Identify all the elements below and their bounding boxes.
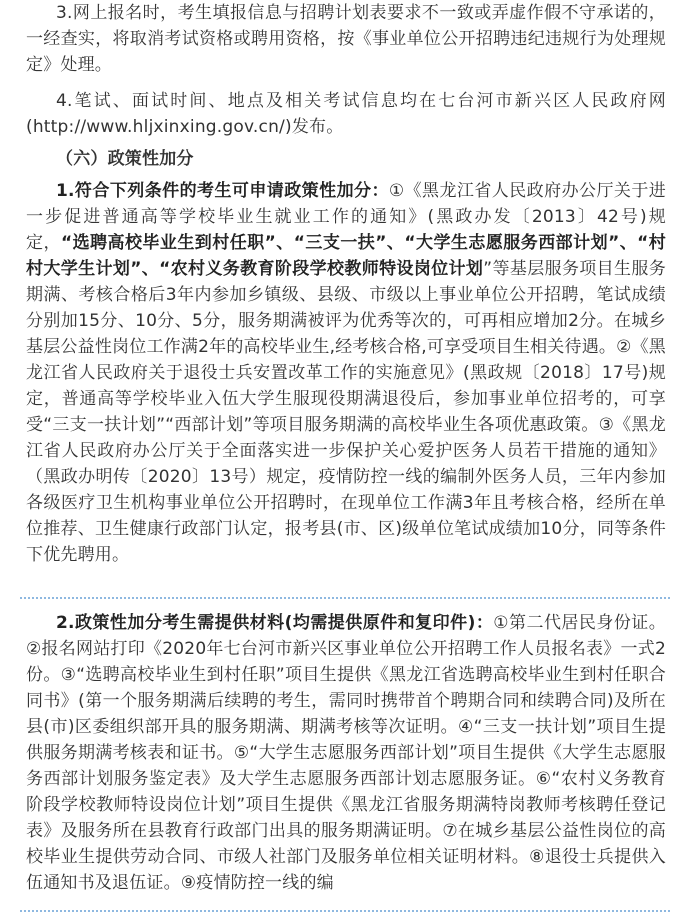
dotted-divider <box>20 597 670 599</box>
paragraph-text: ①《黑龙江省人民政府办公厅关于进一步促进普通高等学校毕业生就业工作的通知》(黑政办发〔2013〕42号)规定， <box>26 181 666 253</box>
dotted-divider <box>20 910 670 912</box>
paragraph-text: ①第二代居民身份证。②报名网站打印《2020年七台河市新兴区事业单位公开招聘工作人员报名表》一式2份。③“选聘高校毕业生到村任职”项目生提供《黑龙江省选聘高校毕业生到村任职合同书》(第一个服务期满后续聘的考生，需同时携带首个聘期合同和续聘合同)及所在县(市)区委组织部开具的服务期满、期满考核等次证明。④“三支一扶计划”项目生提供服务期满考核表和证书。⑤“大学生志愿服务西部计划”项目生提供《大学生志愿服务西部计划服务鉴定表》及大学生志愿服务西部计划志愿服务证。⑥“农村义务教育阶段学校教师特设岗位计划”项目生提供《黑龙江省服务期满特岗教师考核聘任登记表》及服务所在县教育行政部门出具的服务期满证明。⑦在城乡基层公益性岗位的高校毕业生提供劳动合同、市级人社部门及服务单位相关证明材料。⑧退役士兵提供入伍通知书及退伍证。⑨疫情防控一线的编 <box>26 613 666 893</box>
paragraph-policy-bonus-conditions <box>26 178 666 568</box>
paragraph-exam-info <box>26 88 666 140</box>
paragraph-text: 4.笔试、面试时间、地点及相关考试信息均在七台河市新兴区人民政府网(http://www.hljxinxing.gov.cn/)发布。 <box>26 91 666 137</box>
paragraph-online-registration <box>26 0 666 78</box>
paragraph-required-materials <box>26 610 666 896</box>
paragraph-lead: 1.符合下列条件的考生可申请政策性加分： <box>56 181 389 201</box>
paragraph-lead: 2.政策性加分考生需提供材料(均需提供原件和复印件)： <box>56 613 494 633</box>
section-heading <box>26 146 666 172</box>
paragraph-text: ”等基层服务项目生服务期满、考核合格后3年内参加乡镇级、县级、市级以上事业单位公开招聘，笔试成绩分别加15分、10分、5分，服务期满被评为优秀等次的，可再相应增加2分。在城乡基层公益性岗位工作满2年的高校毕业生,经考核合格,可享受项目生相关待遇。②《黑龙江省人民政府关于退役士兵安置改革工作的实施意见》(黑政规〔2018〕17号)规定，普通高等学校毕业入伍大学生服现役期满退役后，参加事业单位招考的，可享受“三支一扶计划”“西部计划”等项目服务期满的高校毕业生各项优惠政策。③《黑龙江省人民政府办公厅关于全面落实进一步保护关心爱护医务人员若干措施的通知》（黑政办明传〔2020〕13号）规定，疫情防控一线的编制外医务人员，三年内参加各级医疗卫生机构事业单位公开招聘时，在现单位工作满3年且考核合格，经所在单位推荐、卫生健康行政部门认定，报考县(市、区)级单位笔试成绩加10分，同等条件下优先聘用。 <box>26 259 666 565</box>
project-names-bold: “选聘高校毕业生到村任职”、“三支一扶”、“大学生志愿服务西部计划”、“村村大学生计划”、“农村义务教育阶段学校教师特设岗位计划 <box>26 233 667 279</box>
section-heading-text: （六）政策性加分 <box>56 149 194 169</box>
paragraph-text: 3.网上报名时，考生填报信息与招聘计划表要求不一致或弄虚作假不守承诺的，一经查实，将取消考试资格或聘用资格，按《事业单位公开招聘违纪违规行为处理规定》处理。 <box>26 3 666 75</box>
